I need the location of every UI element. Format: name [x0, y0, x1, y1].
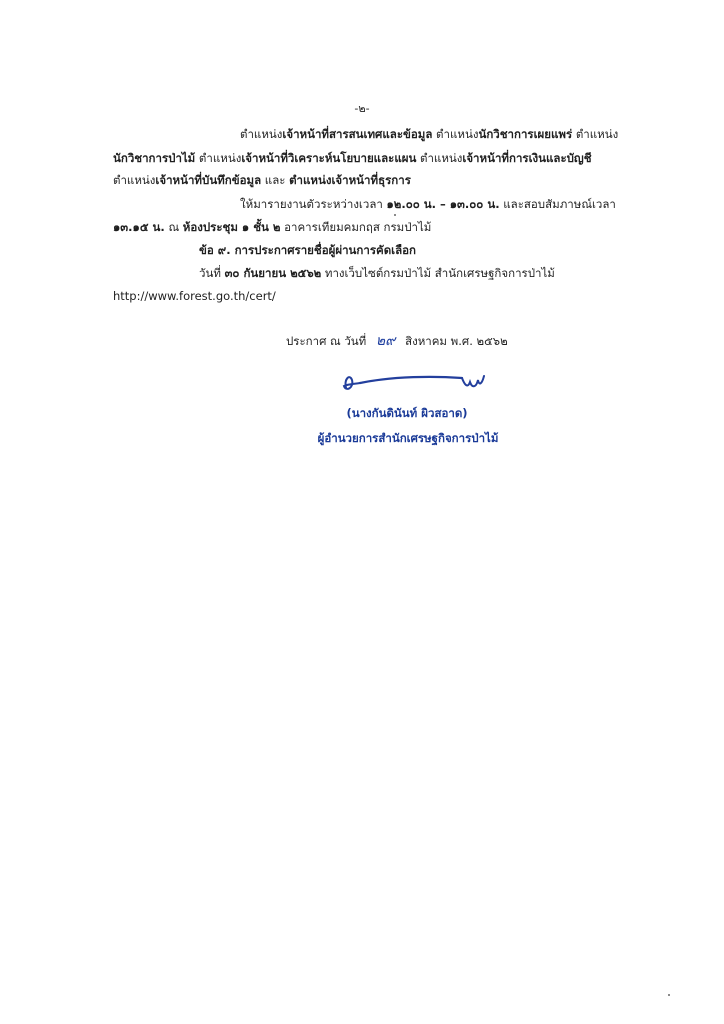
text: ณ — [168, 220, 180, 234]
report-line-1 — [240, 196, 616, 212]
report-line-2 — [113, 219, 431, 235]
signatory-position: ผู้อำนวยการสำนักเศรษฐกิจการป่าไม้ — [317, 431, 499, 445]
announce-line-1 — [199, 265, 555, 281]
text: ตำแหน่ง — [113, 173, 156, 187]
text: ตำแหน่ง — [575, 127, 619, 141]
announce-date: ๓๐ กันยายน ๒๕๖๒ — [224, 266, 322, 280]
signatory-name: (นางกันดินันท์ ผิวสอาด) — [346, 406, 468, 420]
text: สิงหาคม พ.ศ. ๒๕๖๒ — [405, 334, 508, 348]
announce-line-2 — [113, 288, 276, 304]
page-number: -๒- — [354, 102, 370, 115]
position-title: นักวิชาการเผยแพร่ — [478, 127, 573, 141]
position-title: ตำแหน่งเจ้าหน้าที่ธุรการ — [289, 173, 411, 187]
text: ตำแหน่ง — [240, 127, 283, 141]
text: และ — [264, 173, 286, 187]
room: ห้องประชุม ๑ ชั้น ๒ — [182, 220, 281, 234]
position-title: เจ้าหน้าที่วิเคราะห์นโยบายและแผน — [241, 151, 417, 165]
position-title: เจ้าหน้าที่บันทึกข้อมูล — [155, 173, 262, 187]
handwritten-day: ๒๙ — [375, 333, 396, 349]
position-title: นักวิชาการป่าไม้ — [113, 151, 196, 165]
text: ตำแหน่ง — [436, 127, 479, 141]
text: ทางเว็บไซต์กรมป่าไม้ สำนักเศรษฐกิจการป่าไม้ — [324, 266, 555, 280]
announce-date-line — [286, 333, 508, 349]
clause-title: ข้อ ๙. การประกาศรายชื่อผู้ผ่านการคัดเลือก — [199, 243, 417, 257]
positions-line-3 — [113, 172, 411, 188]
text: ตำแหน่ง — [419, 151, 463, 165]
text: และสอบสัมภาษณ์เวลา — [503, 197, 616, 211]
scan-speck — [394, 214, 396, 216]
time-range: ๑๒.๐๐ น. – ๑๓.๐๐ น. — [386, 197, 500, 211]
text: ประกาศ ณ วันที่ — [286, 334, 367, 348]
signature-mark — [334, 366, 504, 400]
text: อาคารเทียมคมกฤส กรมป่าไม้ — [284, 220, 432, 234]
positions-line-2 — [113, 150, 592, 166]
text: ตำแหน่ง — [198, 151, 242, 165]
position-title: เจ้าหน้าที่สารสนเทศและข้อมูล — [282, 127, 433, 141]
positions-line-1 — [240, 126, 618, 142]
scan-speck — [668, 994, 670, 996]
text: ให้มารายงานตัวระหว่างเวลา — [240, 197, 383, 211]
interview-time: ๑๓.๑๕ น. — [113, 220, 165, 234]
position-title: เจ้าหน้าที่การเงินและบัญชี — [462, 151, 592, 165]
clause-9-heading — [199, 242, 416, 258]
website-url: http://www.forest.go.th/cert/ — [113, 289, 276, 303]
text: วันที่ — [199, 266, 221, 280]
